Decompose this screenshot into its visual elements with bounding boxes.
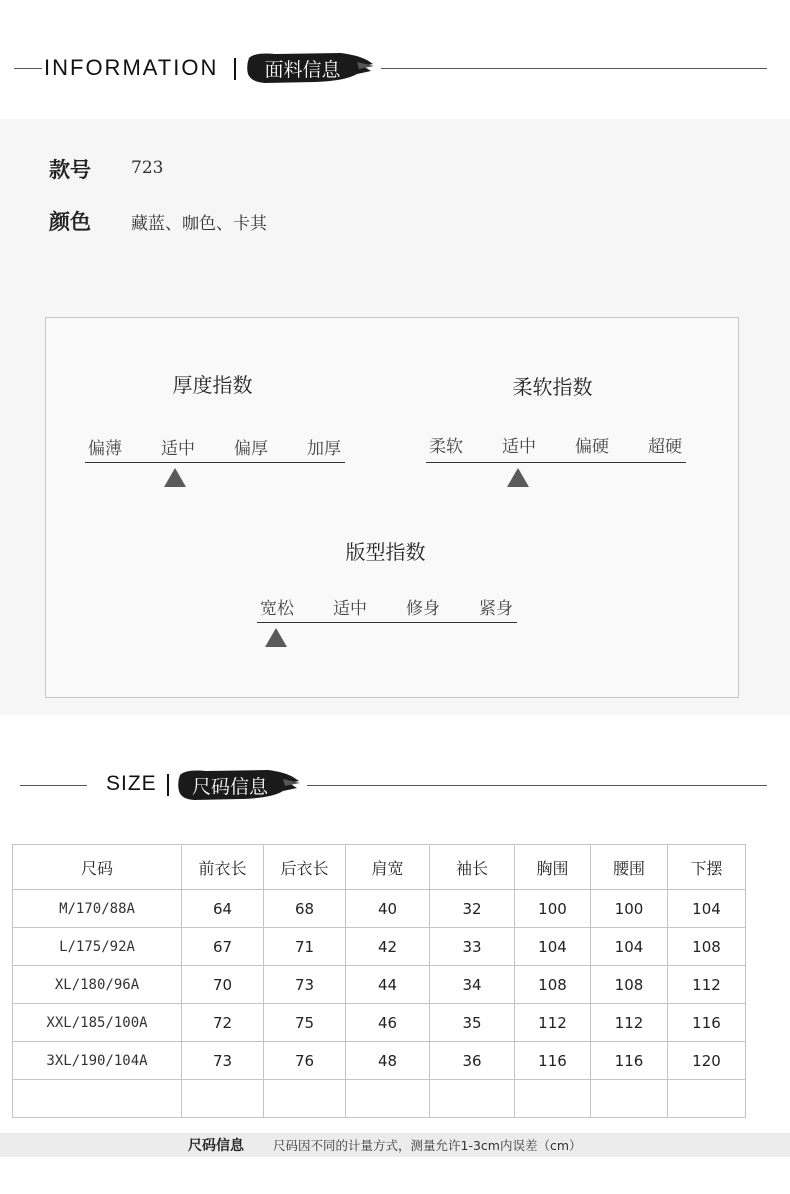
size-header-title: SIZE [106,772,157,795]
table-cell: 32 [430,890,515,928]
table-cell: 72 [182,1004,264,1042]
table-header-cell: 胸围 [515,845,591,890]
table-header-cell: 前衣长 [182,845,264,890]
detail-value-style-no: 723 [131,158,164,178]
size-header-badge-text: 尺码信息 [191,775,268,798]
table-cell [13,1080,182,1118]
info-header-title: INFORMATION [44,55,219,80]
table-cell: 35 [430,1004,515,1042]
table-cell: 112 [591,1004,668,1042]
thickness-option: 适中 [161,439,195,459]
info-header-line-left [14,68,42,69]
table-header-cell: 下摆 [668,845,746,890]
fit-index-title: 版型指数 [345,540,426,564]
softness-scale-line [426,462,686,463]
table-row [13,1042,746,1080]
table-cell: 70 [182,966,264,1004]
table-cell: XXL/185/100A [13,1004,182,1042]
thickness-scale-line [85,462,345,463]
table-cell: 116 [668,1004,746,1042]
table-cell: 104 [515,928,591,966]
table-cell [668,1080,746,1118]
fit-option: 适中 [333,599,367,619]
table-header-row [13,845,746,890]
table-cell: 67 [182,928,264,966]
table-cell: 46 [346,1004,430,1042]
thickness-option: 偏薄 [88,439,122,459]
size-note-label: 尺码信息 [188,1138,244,1154]
fit-scale-line [257,622,517,623]
table-cell: 73 [264,966,346,1004]
thickness-option: 加厚 [307,439,341,459]
size-note-bar [0,1133,790,1157]
table-row [13,890,746,928]
size-table [12,844,746,1118]
table-cell [264,1080,346,1118]
table-cell: 76 [264,1042,346,1080]
table-cell: 40 [346,890,430,928]
table-cell [515,1080,591,1118]
table-cell: 112 [515,1004,591,1042]
softness-option: 超硬 [648,437,682,457]
table-cell: 108 [591,966,668,1004]
info-header-badge-text: 面料信息 [264,58,341,81]
table-row [13,1004,746,1042]
table-cell: 71 [264,928,346,966]
table-cell: 36 [430,1042,515,1080]
table-header-cell: 后衣长 [264,845,346,890]
detail-label-style-no: 款号 [49,158,91,182]
size-header-separator [167,774,169,796]
softness-option: 柔软 [429,437,463,457]
thickness-option: 偏厚 [234,439,268,459]
table-cell: 108 [668,928,746,966]
softness-option: 偏硬 [575,437,609,457]
table-cell [182,1080,264,1118]
table-cell: 68 [264,890,346,928]
table-cell: XL/180/96A [13,966,182,1004]
table-cell [430,1080,515,1118]
table-cell: 44 [346,966,430,1004]
softness-marker-icon [507,468,529,487]
table-cell: 100 [591,890,668,928]
table-header-cell: 肩宽 [346,845,430,890]
table-cell: M/170/88A [13,890,182,928]
fit-marker-icon [265,628,287,647]
detail-label-color: 颜色 [49,210,91,234]
table-cell: 104 [668,890,746,928]
table-header-cell: 袖长 [430,845,515,890]
table-cell: 33 [430,928,515,966]
table-row [13,966,746,1004]
fit-option: 紧身 [479,599,513,619]
table-cell [591,1080,668,1118]
table-cell: 75 [264,1004,346,1042]
info-header-line-right [381,68,767,69]
info-header-separator [234,58,236,80]
table-cell: 116 [515,1042,591,1080]
table-cell: 112 [668,966,746,1004]
table-cell: 120 [668,1042,746,1080]
table-cell: 116 [591,1042,668,1080]
fit-option: 修身 [406,599,440,619]
detail-value-color: 藏蓝、咖色、卡其 [131,214,267,234]
table-row-empty [13,1080,746,1118]
table-cell: 64 [182,890,264,928]
size-header-line-right [307,785,767,786]
table-header-cell: 尺码 [13,845,182,890]
table-row [13,928,746,966]
info-header-badge [245,50,375,86]
size-header-badge [176,767,300,803]
table-cell [346,1080,430,1118]
softness-index-title: 柔软指数 [512,375,593,399]
table-cell: 48 [346,1042,430,1080]
size-header-line-left [20,785,87,786]
table-cell: 42 [346,928,430,966]
table-cell: 34 [430,966,515,1004]
table-cell: L/175/92A [13,928,182,966]
thickness-marker-icon [164,468,186,487]
table-cell: 104 [591,928,668,966]
size-note-text: 尺码因不同的计量方式，测量允许1-3cm内误差（cm） [273,1138,582,1153]
table-cell: 100 [515,890,591,928]
softness-option: 适中 [502,437,536,457]
table-header-cell: 腰围 [591,845,668,890]
table-cell: 108 [515,966,591,1004]
fit-option: 宽松 [260,599,294,619]
table-cell: 73 [182,1042,264,1080]
table-cell: 3XL/190/104A [13,1042,182,1080]
thickness-index-title: 厚度指数 [172,373,253,397]
